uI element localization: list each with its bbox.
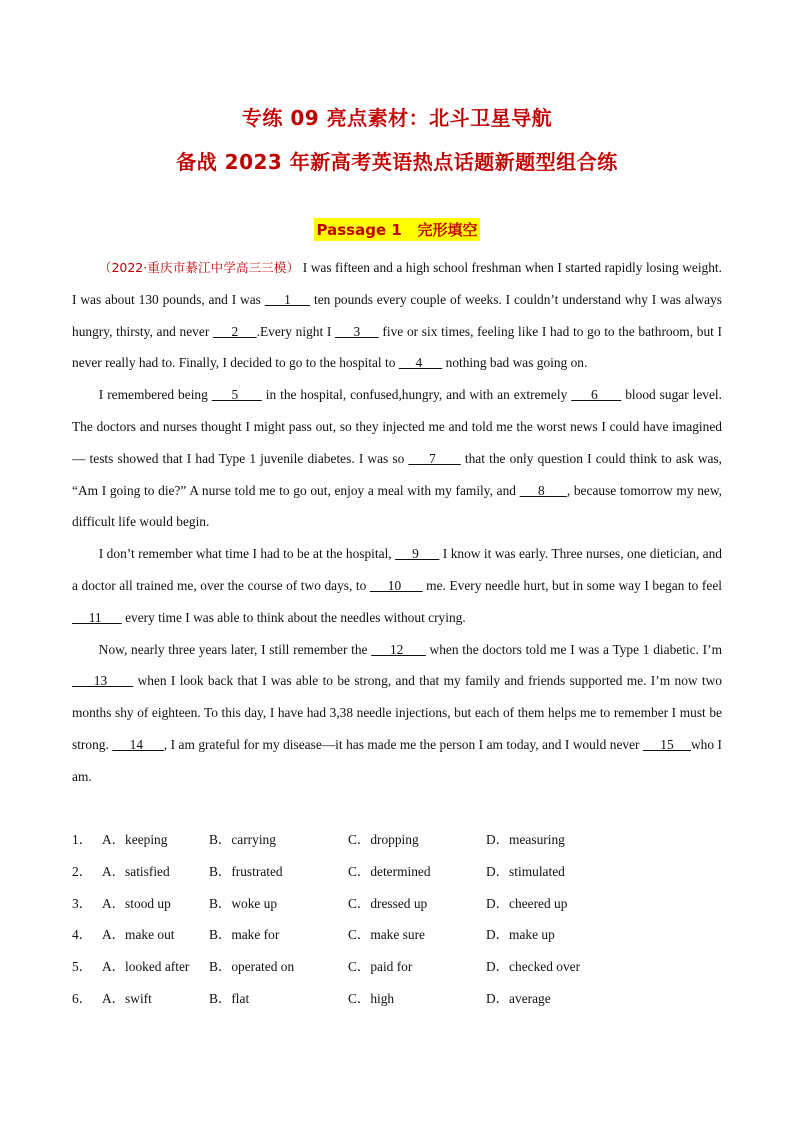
- option-row: [72, 951, 722, 983]
- option-c: C．paid for: [348, 959, 413, 975]
- option-d: D．stimulated: [486, 863, 565, 879]
- question-number: 6．: [72, 990, 93, 1006]
- option-row: [72, 888, 722, 920]
- blank-4: 4: [398, 355, 443, 371]
- paragraph-4: [72, 634, 722, 793]
- option-a: A．stood up: [102, 895, 171, 911]
- paragraph-1: [72, 252, 722, 379]
- option-c: C．dropping: [348, 832, 419, 847]
- option-d: D．average: [486, 990, 551, 1006]
- answer-options: [72, 824, 722, 1015]
- option-row: [72, 824, 722, 856]
- page-subtitle: 备战 2023 年新高考英语热点话题新题型组合练: [176, 150, 618, 174]
- option-b: B．flat: [209, 990, 250, 1006]
- blank-10: 10: [369, 577, 423, 593]
- option-b: B．operated on: [209, 959, 295, 975]
- option-c: C．high: [348, 990, 395, 1006]
- passage-text: I know it was early. Three nurses, one dietician, and a doctor all trained me, over the course of two days, to: [72, 546, 722, 593]
- passage-text: in the hospital, confused,hungry, and with an extremely: [261, 387, 572, 403]
- option-a: A．swift: [102, 990, 152, 1006]
- option-b: B．carrying: [209, 832, 276, 847]
- passage-text: Now, nearly three years later, I still remember the: [98, 641, 372, 657]
- passage-text: blood sugar level. The doctors and nurses thought I might pass out, so they injected me and told me the worst news I could have imagined — tests showed that I had Type 1 juvenile diabetes. I was so: [72, 387, 722, 466]
- option-a: A．looked after: [102, 959, 190, 975]
- passage-text: I remembered being: [98, 387, 212, 403]
- question-number: 2．: [72, 863, 93, 879]
- option-row: [72, 919, 722, 951]
- blank-8: 8: [519, 482, 567, 498]
- question-number: 1．: [72, 832, 93, 847]
- option-a: A．keeping: [102, 832, 168, 847]
- option-d: D．make up: [486, 927, 555, 943]
- passage-text: .Every night I: [256, 323, 336, 339]
- passage-heading: [0, 218, 794, 241]
- option-d: D．checked over: [486, 959, 581, 975]
- question-number: 3．: [72, 895, 93, 911]
- cloze-passage: [72, 252, 722, 793]
- passage-text: when I look back that I was able to be strong, and that my family and friends supported me. I’m now two months shy of eighteen. To this day, I have had 3,38 needle injections, but each of them helps me to remember I must be strong.: [72, 673, 722, 752]
- blank-1: 1: [264, 291, 311, 307]
- option-a: A．satisfied: [102, 863, 170, 879]
- passage-text: nothing bad was going on.: [442, 355, 588, 371]
- paragraph-3: [72, 538, 722, 633]
- blank-6: 6: [571, 387, 622, 403]
- option-b: B．frustrated: [209, 863, 283, 879]
- passage-text: , because tomorrow my new, difficult life would begin.: [72, 482, 722, 530]
- passage-label: Passage 1 完形填空: [314, 218, 481, 241]
- blank-9: 9: [395, 546, 440, 562]
- option-c: C．dressed up: [348, 895, 428, 911]
- option-b: B．woke up: [209, 895, 278, 911]
- passage-text: , I am grateful for my disease—it has made me the person I am today, and I would never: [163, 736, 643, 752]
- option-b: B．make for: [209, 927, 280, 943]
- blank-12: 12: [371, 641, 426, 657]
- passage-text: I was fifteen and a high school freshman when I started rapidly losing weight. I was about 130 pounds, and I was: [72, 260, 722, 307]
- question-number: 5．: [72, 959, 93, 975]
- option-row: [72, 983, 722, 1015]
- blank-13: 13: [72, 673, 134, 689]
- passage-text: that the only question I could think to ask was, “Am I going to die?” A nurse told me to go out, enjoy a meal with my family, and: [72, 450, 722, 498]
- question-number: 4．: [72, 927, 93, 943]
- passage-text: every time I was able to think about the needles without crying.: [121, 609, 466, 625]
- passage-text: five or six times, feeling like I had to go to the bathroom, but I never really had to. Finally, I decided to go to the hospital to: [72, 323, 723, 371]
- passage-text: I don’t remember what time I had to be at the hospital,: [98, 546, 396, 562]
- passage-text: ten pounds every couple of weeks. I couldn’t understand why I was always hungry, thirsty, and never: [72, 291, 722, 339]
- passage-text: when the doctors told me I was a Type 1 diabetic. I’m: [425, 641, 723, 657]
- blank-2: 2: [212, 323, 257, 339]
- option-row: [72, 856, 722, 888]
- option-d: D．measuring: [486, 832, 565, 847]
- source-note: （2022·重庆市綦江中学高三三模）: [98, 260, 300, 275]
- option-c: C．determined: [348, 863, 431, 879]
- option-d: D．cheered up: [486, 895, 568, 911]
- blank-5: 5: [211, 387, 262, 403]
- option-c: C．make sure: [348, 927, 425, 943]
- blank-3: 3: [335, 323, 379, 339]
- blank-15: 15: [642, 736, 692, 752]
- passage-text: who I am.: [72, 736, 722, 784]
- blank-14: 14: [112, 736, 164, 752]
- option-a: A．make out: [102, 927, 175, 943]
- page-title: 专练 09 亮点素材：北斗卫星导航: [241, 106, 553, 130]
- blank-11: 11: [72, 609, 122, 625]
- blank-7: 7: [408, 450, 461, 466]
- passage-text: me. Every needle hurt, but in some way I began to feel: [422, 577, 722, 593]
- paragraph-2: [72, 379, 722, 538]
